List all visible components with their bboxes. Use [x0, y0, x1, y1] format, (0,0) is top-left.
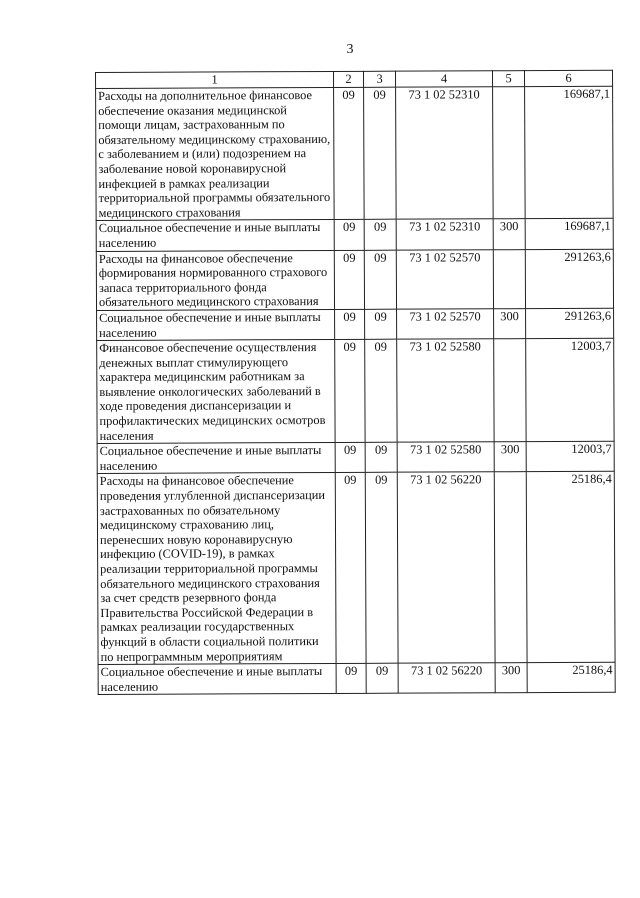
header-col-3: 3: [363, 71, 395, 87]
row-col-3: 09: [364, 87, 397, 219]
row-col-4: 73 1 02 52570: [396, 249, 493, 309]
row-col-2: 09: [335, 339, 365, 442]
row-col-5: [494, 472, 527, 663]
row-col-2: 09: [334, 250, 364, 310]
row-amount: 169687,1: [525, 86, 614, 219]
row-col-3: 09: [365, 442, 397, 472]
row-col-5: 300: [493, 219, 525, 249]
row-name: Социальное обеспечение и иные выплаты населению: [97, 309, 335, 340]
table-row: [97, 308, 614, 340]
row-name: Социальное обеспечение и иные выплаты населению: [96, 220, 334, 251]
row-col-3: 09: [364, 220, 396, 250]
header-col-6: 6: [524, 70, 612, 86]
row-col-4: 73 1 02 52580: [397, 442, 494, 473]
row-col-4: 73 1 02 52310: [396, 219, 493, 250]
row-col-2: 09: [335, 473, 366, 664]
table-row: [96, 219, 613, 251]
table-row: [96, 86, 614, 221]
row-col-2: 09: [334, 220, 364, 250]
header-col-4: 4: [395, 71, 492, 87]
header-col-2: 2: [333, 71, 363, 87]
table-row: [98, 662, 615, 694]
row-col-5: [494, 339, 526, 442]
table-row: [97, 441, 614, 473]
row-col-2: 09: [336, 663, 366, 693]
row-col-2: 09: [335, 309, 365, 339]
row-amount: 169687,1: [525, 219, 613, 250]
table-row: [96, 249, 613, 311]
header-col-1: 1: [96, 71, 334, 88]
row-col-4: 73 1 02 52570: [397, 309, 494, 340]
row-name: Расходы на финансовое обеспечение проведения углубленной диспансеризации застрахованных по обязательному медицинскому страхованию лиц, перенесших новую коронавирусную инфекцию (COVID-19), в рамках реализации территориальной программы обязательного медицинского страхования за счет средств резервного фонда Правительства Российской Федерации в рамках реализации государственных функций в области социальной политики по непрограммным мероприятиям: [97, 473, 336, 665]
row-name: Социальное обеспечение и иные выплаты населению: [98, 664, 336, 695]
row-amount: 12003,7: [526, 441, 614, 472]
row-col-5: 300: [494, 309, 526, 339]
budget-table: [95, 70, 616, 696]
page-number: 3: [346, 42, 354, 57]
row-col-2: 09: [334, 87, 365, 219]
row-col-3: 09: [364, 250, 396, 310]
row-col-4: 73 1 02 52580: [397, 339, 494, 443]
row-amount: 25186,4: [526, 472, 615, 663]
row-col-4: 73 1 02 56220: [398, 663, 495, 694]
table-row: [97, 472, 615, 665]
row-col-3: 09: [365, 309, 397, 339]
row-amount: 12003,7: [526, 338, 614, 442]
row-col-2: 09: [335, 443, 365, 473]
row-amount: 25186,4: [527, 662, 615, 693]
row-col-5: [493, 249, 525, 309]
row-name: Финансовое обеспечение осуществления денежных выплат стимулирующего характера медицинским работникам за выявление онкологических заболеваний в ходе проведения диспансеризации и профилактических медицинских осмотров населения: [97, 340, 335, 444]
row-col-4: 73 1 02 56220: [397, 472, 495, 663]
row-name: Социальное обеспечение и иные выплаты населению: [97, 443, 335, 474]
row-col-3: 09: [365, 473, 398, 664]
table-row: [97, 338, 614, 443]
row-amount: 291263,6: [526, 308, 614, 339]
row-name: Расходы на финансовое обеспечение формирования нормированного страхового запаса территориального фонда обязательного медицинского страхования: [96, 250, 334, 310]
row-col-5: 300: [495, 663, 527, 693]
row-col-5: [493, 87, 526, 219]
header-col-5: 5: [492, 71, 524, 87]
row-amount: 291263,6: [525, 249, 613, 309]
row-col-5: 300: [494, 442, 526, 472]
row-col-4: 73 1 02 52310: [396, 87, 494, 220]
row-col-3: 09: [365, 339, 397, 442]
row-col-3: 09: [366, 663, 398, 693]
row-name: Расходы на дополнительное финансовое обеспечение оказания медицинской помощи лицам, застрахованным по обязательному медицинскому страхованию, с заболеванием и (или) подозрением на заболевание новой коронавирусной инфекцией в рамках реализации территориальной программы обязательного медицинского страхования: [96, 87, 335, 220]
